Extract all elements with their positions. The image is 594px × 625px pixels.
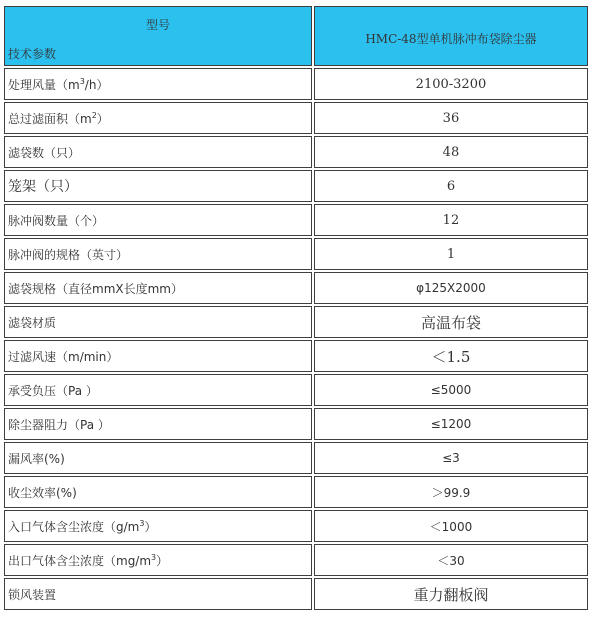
row-value: 12 xyxy=(314,204,588,236)
row-value: 重力翻板阀 xyxy=(314,578,588,610)
row-value: ≤5000 xyxy=(314,374,588,406)
row-label: 锁风装置 xyxy=(4,578,312,610)
row-label: 收尘效率(%) xyxy=(4,476,312,508)
row-value: ＜1000 xyxy=(314,510,588,542)
row-label: 脉冲阀数量（个） xyxy=(4,204,312,236)
param-label: 技术参数 xyxy=(8,47,57,61)
table-row xyxy=(4,544,588,576)
table-row xyxy=(4,476,588,508)
row-value: ＜30 xyxy=(314,544,588,576)
row-label: 承受负压（Pa ） xyxy=(4,374,312,406)
row-label: 滤袋材质 xyxy=(4,306,312,338)
row-value: 48 xyxy=(314,136,588,168)
row-value: ≤1200 xyxy=(314,408,588,440)
row-value: ≤3 xyxy=(314,442,588,474)
model-name: HMC-48型单机脉冲布袋除尘器 xyxy=(314,6,588,66)
row-value: ＜1.5 xyxy=(314,340,588,372)
table-row xyxy=(4,340,588,372)
table-row xyxy=(4,204,588,236)
row-label: 滤袋规格（直径mmX长度mm） xyxy=(4,272,312,304)
table-row xyxy=(4,102,588,134)
row-value: 1 xyxy=(314,238,588,270)
header-label-cell xyxy=(4,6,312,66)
row-label: 过滤风速（m/min） xyxy=(4,340,312,372)
table-row xyxy=(4,442,588,474)
row-label: 笼架（只） xyxy=(4,170,312,202)
row-value: 6 xyxy=(314,170,588,202)
table-row xyxy=(4,306,588,338)
table-header-row xyxy=(4,6,588,66)
table-row xyxy=(4,170,588,202)
row-label: 除尘器阻力（Pa ） xyxy=(4,408,312,440)
row-value: 36 xyxy=(314,102,588,134)
row-value: φ125X2000 xyxy=(314,272,588,304)
table-row xyxy=(4,272,588,304)
row-label: 总过滤面积$(m^2)$ xyxy=(4,102,312,134)
row-label: 出口气体含尘浓度$(mg/m^3)$ xyxy=(4,544,312,576)
row-label: 入口气体含尘浓度$(g/m^3)$ xyxy=(4,510,312,542)
table-row xyxy=(4,238,588,270)
row-value: ＞99.9 xyxy=(314,476,588,508)
row-label: 滤袋数（只） xyxy=(4,136,312,168)
row-value: 高温布袋 xyxy=(314,306,588,338)
row-label: 脉冲阀的规格（英寸） xyxy=(4,238,312,270)
row-label: 处理风量$(m^3/h)$ xyxy=(4,68,312,100)
table-row xyxy=(4,136,588,168)
table-row xyxy=(4,374,588,406)
spec-table xyxy=(2,4,590,612)
model-label: 型号 xyxy=(145,18,170,32)
row-value: 2100-3200 xyxy=(314,68,588,100)
table-row xyxy=(4,408,588,440)
table-row xyxy=(4,68,588,100)
table-row xyxy=(4,578,588,610)
row-label: 漏风率(%) xyxy=(4,442,312,474)
table-row xyxy=(4,510,588,542)
